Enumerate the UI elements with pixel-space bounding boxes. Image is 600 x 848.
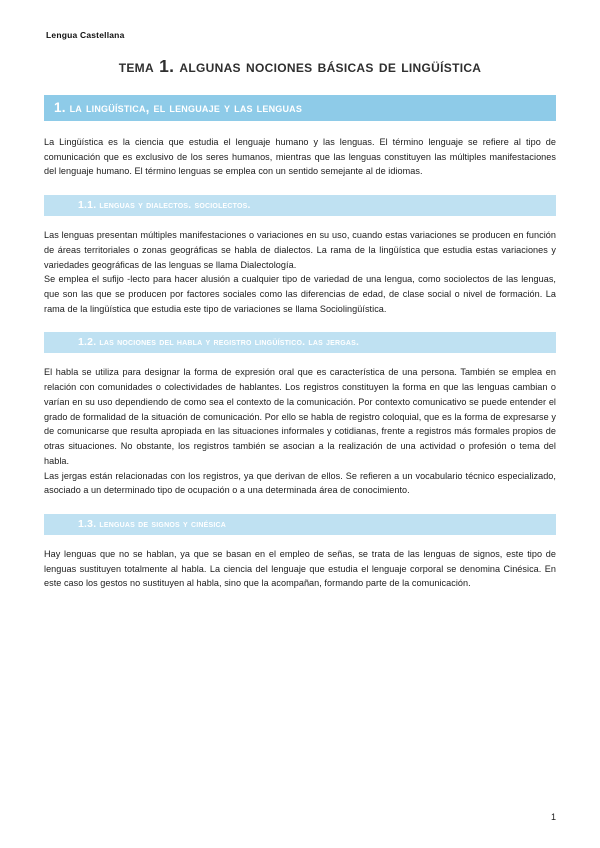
subsection-1-2-body xyxy=(44,365,556,497)
course-name: Lengua Castellana xyxy=(46,30,125,40)
paragraph: La Lingüística es la ciencia que estudia el lenguaje humano y las lenguas. El término lenguaje se refiere al tipo de comunicación que es exclusivo de los seres humanos, mientras que las lenguas constituyen las múltiples manifestaciones del lenguaje humano. El término lenguas se emplea con un sentido semejante al de idiomas. xyxy=(44,137,556,177)
paragraph: El habla se utiliza para designar la forma de expresión oral que es característica de una persona. También se emplea en relación con comunidades o colectividades de hablantes. Los registros constituyen la forma en que las lenguas cambian o varían en su uso dependiendo de como sea el contexto de la comunicación. Por contexto comunicativo se puede entender el grado de formalidad de la situación de comunicación. Por ello se habla de registro coloquial, que es la forma de expresarse y de comunicarse que resulta apropiada en las situaciones informales y cotidianas, frente a registros más formales propios de otras situaciones. No obstante, los registros también se asocian a la realización de una actividad o profesión o tema del habla. xyxy=(44,367,556,466)
subsection-heading-1-1: 1.1. lenguas y dialectos. sociolectos. xyxy=(44,195,556,216)
paragraph: Hay lenguas que no se hablan, ya que se basan en el empleo de señas, se trata de las lenguas de signos, este tipo de lenguas sustituyen totalmente al habla. La ciencia del lenguaje que estudia el lenguaje corporal se denomina Cinésica. En este caso los gestos no sustituyen al habla, sino que la acompañan, formando parte de la comunicación. xyxy=(44,548,556,589)
paragraph: Las jergas están relacionadas con los registros, ya que derivan de ellos. Se refieren a un vocabulario técnico especializado, asociado a un determinado tipo de ocupación o a una determinada área de conocimiento. xyxy=(44,470,556,496)
subsection-1-3-body xyxy=(44,547,556,591)
subsection-heading-1-3: 1.3. lenguas de signos y cinésica xyxy=(44,514,556,535)
section-1-intro xyxy=(44,135,556,179)
subsection-1-1-body xyxy=(44,228,556,316)
section-heading-1: 1. la lingüística, el lenguaje y las lenguas xyxy=(44,95,556,121)
page-title: tema 1. algunas nociones básicas de lingüística xyxy=(118,56,482,76)
paragraph: Las lenguas presentan múltiples manifestaciones o variaciones en su uso, cuando estas variaciones se producen en función de áreas territoriales o zonas geográficas se habla de dialectos. La rama de la lingüística que estudia estas variaciones y variedades geográficas de las lenguas se llama Dialectología. xyxy=(44,230,556,270)
subsection-heading-1-2: 1.2. las nociones del habla y registro lingüístico. las jergas. xyxy=(44,332,556,353)
paragraph: Se emplea el sufijo -lecto para hacer alusión a cualquier tipo de variedad de una lengua, como sociolectos de las lenguas, que son las que se producen por factores sociales como las diferencias de edad, de clase social o nivel de formación. La rama de la lingüística que estudia este tipo de variaciones se llama Sociolingüística. xyxy=(44,274,556,314)
page-number: 1 xyxy=(550,812,556,822)
